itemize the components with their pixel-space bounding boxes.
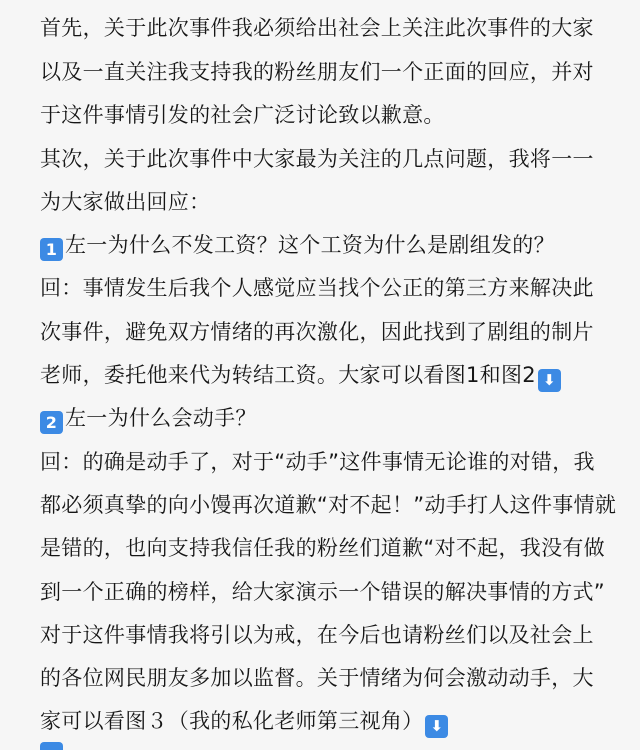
- answer-2-line-3: 是错的，也向支持我信任我的粉丝们道歉“对不起，我没有做: [40, 536, 605, 560]
- number-keycap-icon: 2: [40, 411, 63, 434]
- number-keycap-icon: 1: [40, 238, 63, 261]
- question-1-text: 左一为什么不发工资？这个工资为什么是剧组发的？: [65, 233, 555, 257]
- number-keycap-icon-partial: [40, 742, 63, 750]
- answer-1-line-2: 次事件，避免双方情绪的再次激化，因此找到了剧组的制片: [40, 320, 594, 344]
- down-arrow-icon: ⬇: [538, 369, 561, 392]
- answer-2-line-6: 的各位网民朋友多加以监督。关于情绪为何会激动动手，大: [40, 666, 594, 690]
- second-line-1: 其次，关于此次事件中大家最为关注的几点问题，我将一一: [40, 147, 594, 171]
- question-1: [40, 231, 555, 261]
- answer-2-line-2: 都必须真挚的向小馒再次道歉“对不起！”动手打人这件事情就: [40, 493, 617, 517]
- down-arrow-icon: ⬇: [425, 715, 448, 738]
- intro-line-1: 首先，关于此次事件我必须给出社会上关注此次事件的大家: [40, 16, 594, 40]
- intro-line-2: 以及一直关注我支持我的粉丝朋友们一个正面的回应，并对: [40, 60, 594, 84]
- answer-2-line-7: [40, 707, 448, 738]
- answer-2-line-4: 到一个正确的榜样，给大家演示一个错误的解决事情的方式”: [40, 580, 605, 604]
- answer-1-line-3: [40, 361, 561, 392]
- second-line-2: 为大家做出回应：: [40, 190, 211, 214]
- question-2-text: 左一为什么会动手？: [65, 406, 257, 430]
- answer-1-line-3-text: 老师，委托他来代为转结工资。大家可以看图1和图2: [40, 363, 536, 387]
- intro-line-3: 于这件事情引发的社会广泛讨论致以歉意。: [40, 103, 445, 127]
- answer-2-line-5: 对于这件事情我将引以为戒，在今后也请粉丝们以及社会上: [40, 623, 594, 647]
- answer-1-line-1: 回：事情发生后我个人感觉应当找个公正的第三方来解决此: [40, 276, 594, 300]
- question-2: [40, 404, 257, 434]
- answer-2-line-1: 回：的确是动手了，对于“动手”这件事情无论谁的对错，我: [40, 450, 595, 474]
- answer-2-line-7-text: 家可以看图３（我的私化老师第三视角）: [40, 709, 424, 733]
